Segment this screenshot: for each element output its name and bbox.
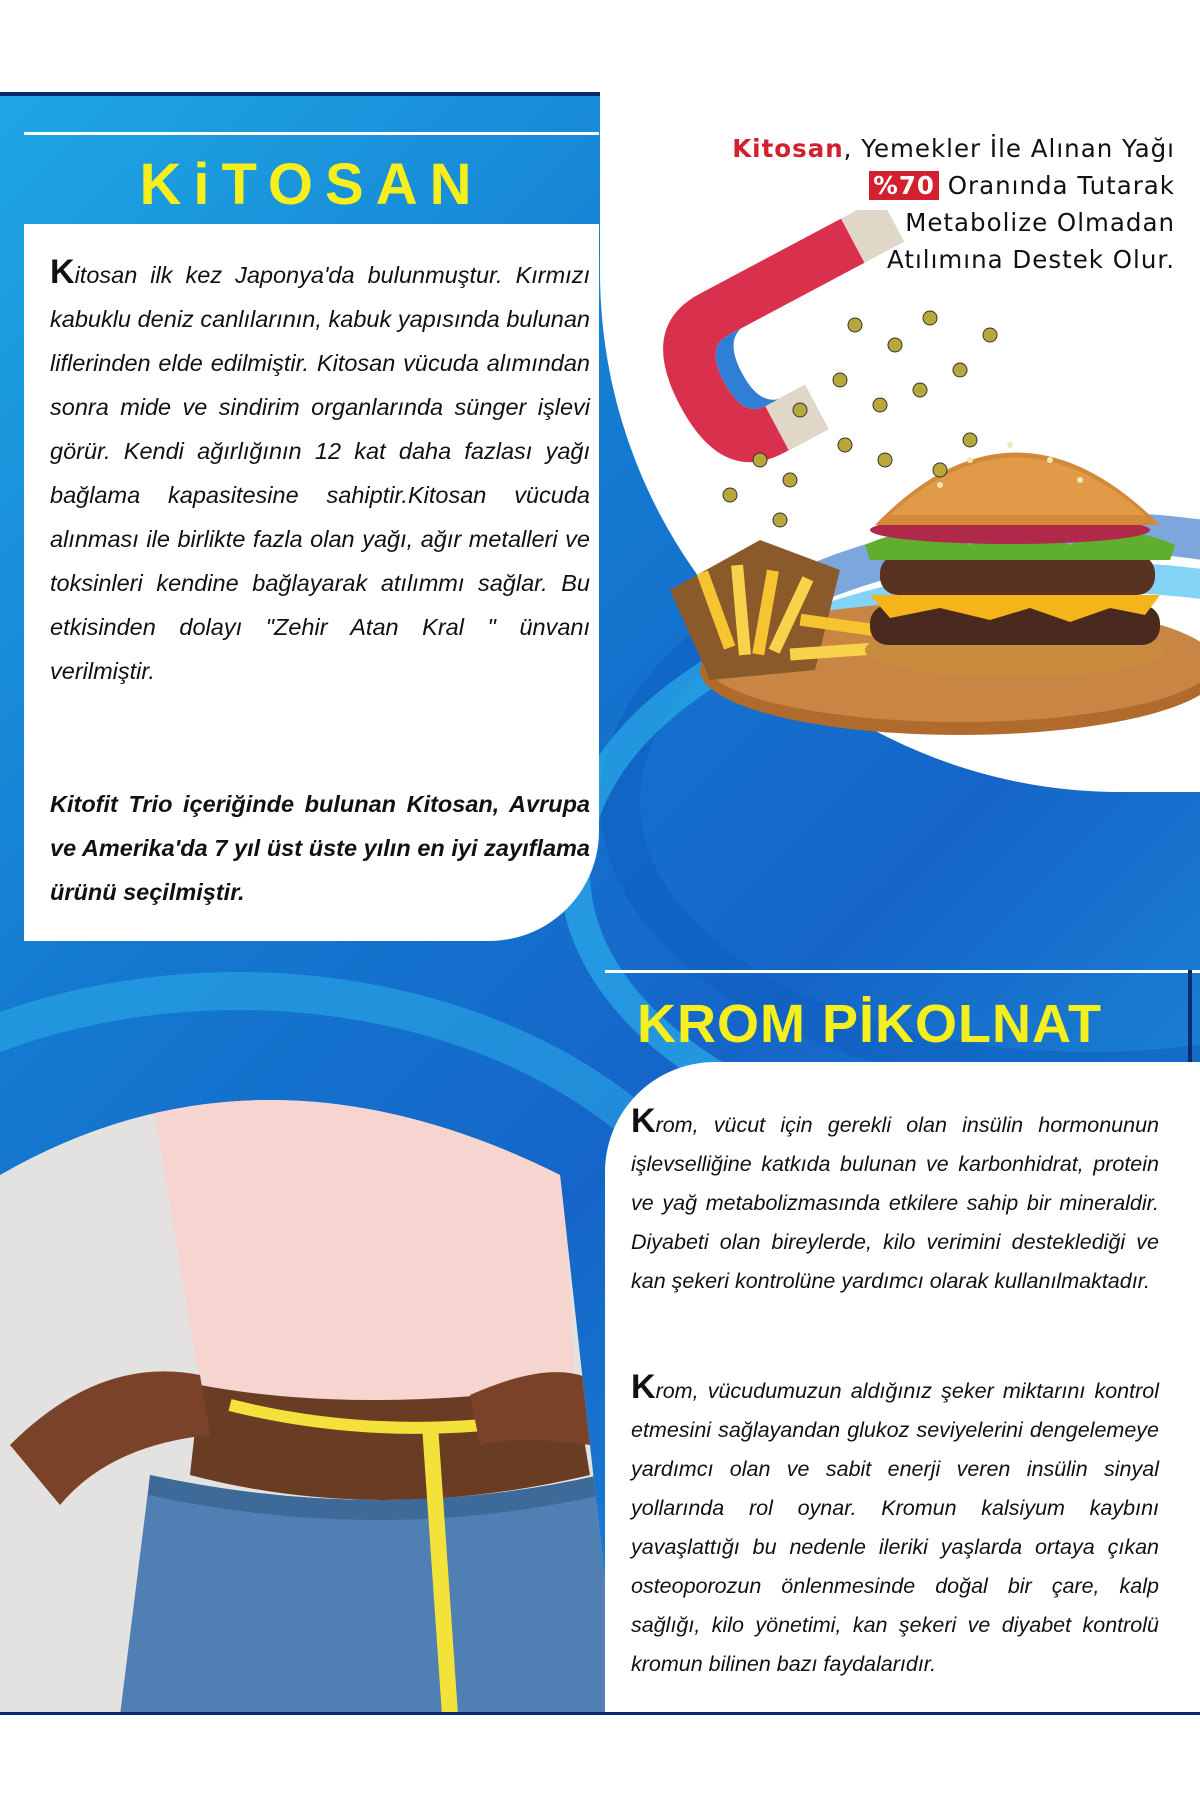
kitosan-paragraph-2: Kitofit Trio içeriğinde bulunan Kitosan, Avrupa ve Amerika'da 7 yıl üst üste yılın en iyi zayıflama ürünü seçilmiştir.	[50, 791, 590, 905]
callout-brand: Kitosan	[732, 134, 844, 163]
callout-line-2	[700, 167, 1175, 204]
callout-line-1	[700, 130, 1175, 167]
callout-line-2-text: Oranında Tutarak	[938, 171, 1175, 200]
krom-paragraph-2-text: rom, vücudumuzun aldığınız şeker miktarını kontrol etmesini sağlayandan glukoz seviyelerini dengelemeye yardımcı olan ve sabit enerji veren insülin sinyal yollarında rol oynar. Kromun kalsiyum kaybını yavaşlattığı bu nedenle ileriki yaşlarda ortaya çıkan osteoporozun önlenmesinde doğal bir çare, kalp sağlığı, kilo yönetimi, kan şekeri ve diyabet kontrolü kromun bilinen bazı faydalarıdır.	[631, 1379, 1159, 1676]
waist-measurement-photo	[0, 1055, 620, 1715]
callout-percent-badge: %70	[869, 171, 939, 200]
kitosan-title-box	[24, 132, 599, 227]
callout-line-3: Metabolize Olmadan	[905, 208, 1175, 237]
pink-top	[150, 1070, 575, 1400]
kitosan-text-card	[24, 224, 599, 941]
krom-paragraph-1-text: rom, vücut için gerekli olan insülin hormonunun işlevselliğine katkıda bulunan ve karbonhidrat, protein ve yağ metabolizmasında etkilere sahip bir mineraldir. Diyabeti olan bireylerde, kilo verimini desteklediği ve kan şekeri kontrolüne yardımcı olarak kullanılmaktadır.	[631, 1113, 1159, 1293]
kitosan-paragraph-1-text: itosan ilk kez Japonya'da bulunmuştur. Kırmızı kabuklu deniz canlılarının, kabuk yapısında bulunan liflerinden elde edilmiştir. Kitosan vücuda alımından sonra mide ve sindirim organlarında sünger işlevi görür. Kendi ağırlığının 12 kat daha fazlası yağı bağlama kapasitesine sahiptir.Kitosan vücuda alınması ile birlikte fazla olan yağı, ağır metalleri ve toksinleri kendine bağlayarak atılımmı sağlar. Bu etkisinden dolayı "Zehir Atan Kral " ünvanı verilmiştir.	[50, 262, 590, 684]
callout-line-4: Atılımına Destek Olur.	[887, 245, 1175, 274]
krom-paragraph-2	[631, 1368, 1159, 1684]
magnet-icon	[640, 210, 926, 485]
fries-bag	[670, 540, 840, 680]
drop-cap: K	[50, 253, 75, 291]
kitosan-paragraph-1	[50, 250, 590, 693]
burger	[865, 442, 1175, 678]
drop-cap: K	[631, 1368, 656, 1406]
kitosan-title: KiTOSAN	[139, 152, 484, 217]
krom-title: KROM PİKOLNAT	[637, 994, 1102, 1054]
bottom-border-line	[0, 1712, 1200, 1715]
callout-line-1-text: , Yemekler İle Alınan Yağı	[843, 134, 1175, 163]
krom-title-box	[605, 970, 1200, 1068]
magnet-burger-illustration	[640, 210, 1200, 770]
krom-title-edge	[1188, 970, 1192, 1065]
krom-paragraph-1	[631, 1102, 1159, 1301]
krom-text-card	[605, 1062, 1200, 1712]
drop-cap: K	[631, 1102, 656, 1140]
